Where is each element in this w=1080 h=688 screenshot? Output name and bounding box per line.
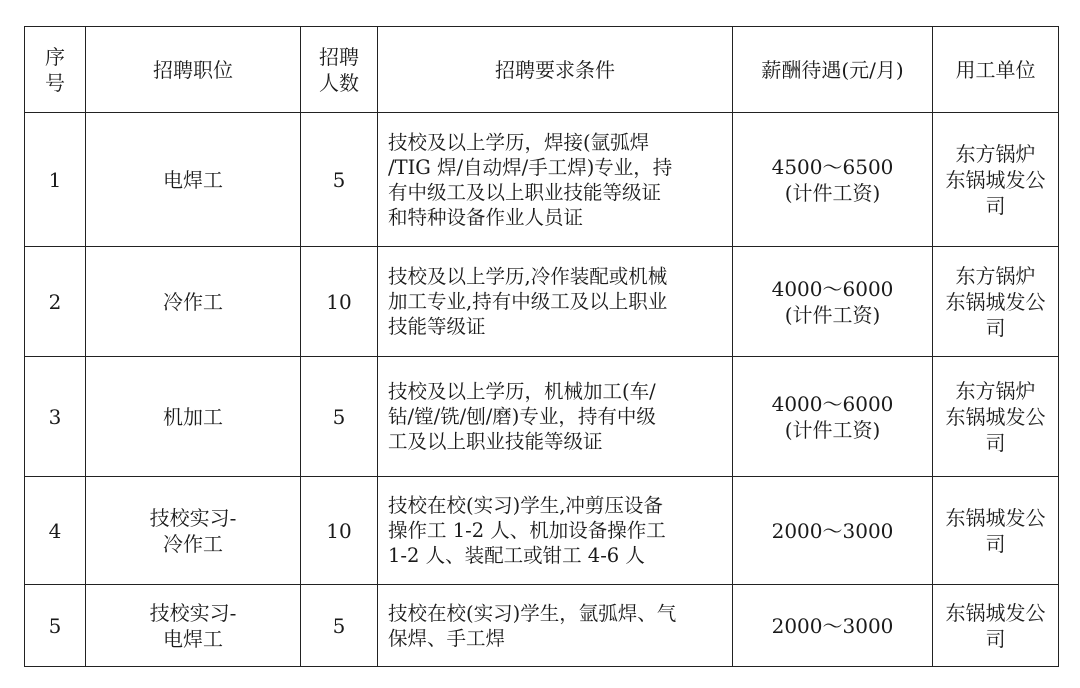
cell-employer: 东方锅炉 东锅城发公司 [933,357,1059,477]
cell-count: 5 [301,113,378,247]
header-salary: 薪酬待遇(元/月) [733,27,933,113]
table-row [25,477,1059,585]
header-count: 招聘 人数 [301,27,378,113]
cell-employer: 东方锅炉 东锅城发公司 [933,247,1059,357]
cell-salary: 4500～6500 (计件工资) [733,113,933,247]
cell-no: 1 [25,113,86,247]
cell-requirements: 技校及以上学历，焊接(氩弧焊 /TIG 焊/自动焊/手工焊)专业，持 有中级工及以上职业技能等级证 和特种设备作业人员证 [378,113,733,247]
cell-requirements: 技校及以上学历，机械加工(车/ 钻/镗/铣/刨/磨)专业，持有中级 工及以上职业技能等级证 [378,357,733,477]
header-position: 招聘职位 [86,27,301,113]
cell-position: 电焊工 [86,113,301,247]
table-row [25,247,1059,357]
cell-position: 机加工 [86,357,301,477]
cell-employer: 东锅城发公司 [933,477,1059,585]
cell-requirements: 技校在校(实习)学生,冲剪压设备 操作工 1-2 人、机加设备操作工 1-2 人、装配工或钳工 4-6 人 [378,477,733,585]
header-requirements: 招聘要求条件 [378,27,733,113]
cell-salary: 4000～6000 (计件工资) [733,247,933,357]
cell-requirements: 技校在校(实习)学生，氩弧焊、气 保焊、手工焊 [378,585,733,667]
cell-count: 10 [301,247,378,357]
header-no: 序 号 [25,27,86,113]
recruitment-table [24,26,1059,667]
cell-employer: 东方锅炉 东锅城发公司 [933,113,1059,247]
cell-position: 技校实习- 电焊工 [86,585,301,667]
cell-no: 2 [25,247,86,357]
table-row [25,585,1059,667]
cell-count: 10 [301,477,378,585]
cell-no: 4 [25,477,86,585]
header-employer: 用工单位 [933,27,1059,113]
cell-count: 5 [301,357,378,477]
cell-salary: 4000～6000 (计件工资) [733,357,933,477]
cell-count: 5 [301,585,378,667]
cell-position: 技校实习- 冷作工 [86,477,301,585]
cell-no: 5 [25,585,86,667]
cell-employer: 东锅城发公司 [933,585,1059,667]
cell-position: 冷作工 [86,247,301,357]
cell-requirements: 技校及以上学历,冷作装配或机械 加工专业,持有中级工及以上职业 技能等级证 [378,247,733,357]
cell-salary: 2000～3000 [733,477,933,585]
table-row [25,357,1059,477]
table-row [25,113,1059,247]
header-row [25,27,1059,113]
cell-no: 3 [25,357,86,477]
cell-salary: 2000～3000 [733,585,933,667]
